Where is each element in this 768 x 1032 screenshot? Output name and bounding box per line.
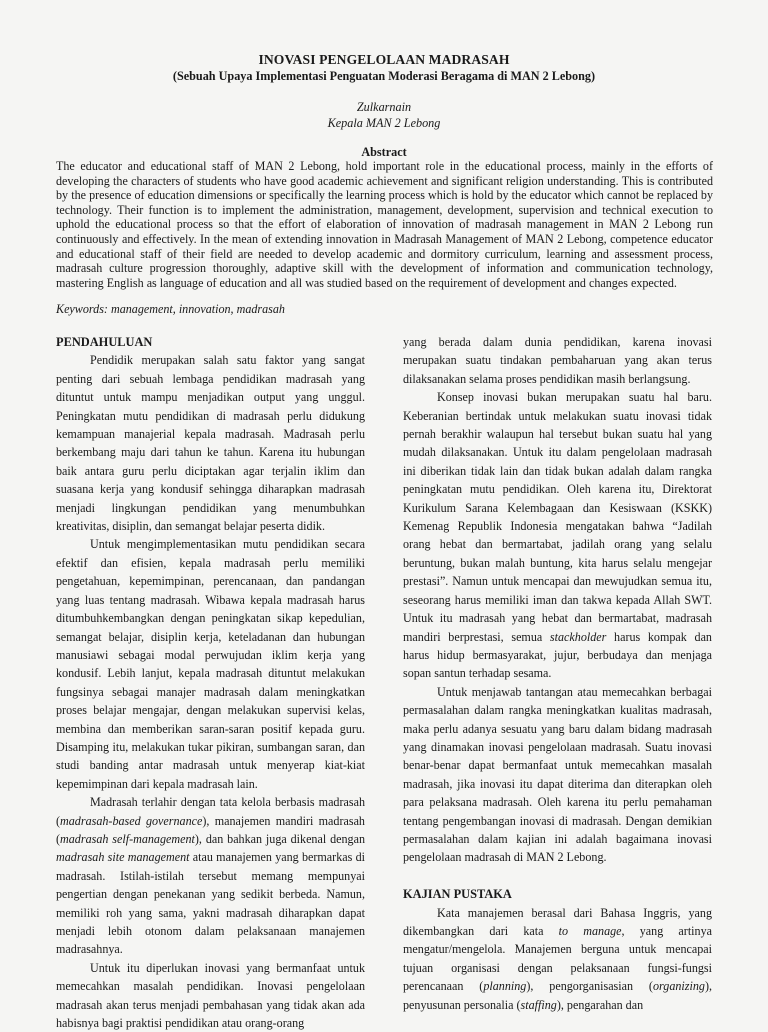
abstract-heading: Abstract [361,145,407,159]
text-run: ), manajemen mandiri madrasah ( [56,813,365,846]
paragraph: yang berada dalam dunia pendidikan, karena inovasi merupakan suatu tindakan pembaharuan yang akan terus dilaksanakan selama proses pendidikan masih berlangsung. [403,335,712,386]
italic-term: staffing [520,997,557,1012]
text-run: Kata manajemen berasal dari Bahasa Inggris, yang dikembangkan dari kata [403,905,712,938]
text-run: atau manajemen yang bermarkas di madrasah. Istilah-istilah tersebut memang mempunyai pengertian dengan penekanan yang sedikit berbeda. Namun, memiliki roh yang sama, yakni madrasah diharapkan dapat menjadi lebih otonom dalam pelaksanaan manajemen madrasahnya. [56,850,365,957]
paragraph: Pendidik merupakan salah satu faktor yang sangat penting dari sebuah lembaga pendidikan madrasah yang dituntut untuk mampu menjadikan output yang unggul. Peningkatan mutu pendidikan di madrasah perlu didukung kemampuan manajerial kepala madrasah. Madrasah perlu berkembang maju dari tahun ke tahun. Karena itu hubungan baik antara guru perlu diciptakan agar terjalin iklim dan suasana kerja yang kondusif sehingga diharapkan madrasah menjadi lingkungan pendidikan yang menumbuhkan kreativitas, disiplin, dan semangat belajar peserta didik. [56,353,365,534]
left-column [56,333,365,1032]
text-run: Konsep inovasi bukan merupakan suatu hal baru. Keberanian bertindak untuk melakukan suatu inovasi tidak pernah berakhir walaupun hal tersebut bukan suatu hal yang mudah dilaksanakan. Untuk itu dalam pengelolaan madrasah ini diberikan tidak lain dan tidak bukan adalah dalam rangka peningkatan mutu pendidikan. Oleh karena itu, Direktorat Kurikulum Sarana Kelembagaan dan Kesiswaan (KSKK) Kemenag Republik Indonesia mengatakan bahwa “Jadilah orang hebat dan bermartabat, jadilah orang yang selalu beruntung, bukan malah buntung, kita harus selalu mengejar prestasi”. Namun untuk mencapai dan mewujudkan semua itu, seseorang harus memiliki iman dan takwa kepada Allah SWT. Untuk itu madrasah yang hebat dan bermartabat, madrasah mandiri berprestasi, semua [403,390,712,644]
paragraph: Untuk mengimplementasikan mutu pendidikan secara efektif dan efisien, kepala madrasah perlu memiliki pengetahuan, kepemimpinan, perencanaan, dan pandangan yang luas tentang madrasah. Wibawa kepala madrasah harus ditumbuhkembangkan dengan peningkatan sikap kepedulian, semangat belajar, disiplin kerja, keteladanan dan hubungan manusiawi sebagai modal perwujudan iklim kerja yang kondusif. Lebih lanjut, kepala madrasah dituntut melakukan fungsinya sebagai manajer madrasah dalam meningkatkan proses belajar mengajar, dengan melakukan supervisi kelas, membina dan memberikan saran-saran positif kepada guru. Disamping itu, melakukan tukar pikiran, sumbangan saran, dan studi banding antar madrasah untuk menyerap kiat-kiat kepemimpinan dari kepala madrasah lain. [56,537,365,791]
section-heading-pendahuluan: PENDAHULUAN [56,335,153,349]
text-run: Madrasah terlahir dengan tata kelola berbasis madrasah ( [56,795,365,828]
keywords: Keywords: management, innovation, madrasah [56,302,285,316]
paragraph [56,793,365,959]
paragraph [403,388,712,683]
text-run: ), penyusunan personalia ( [403,979,712,1012]
italic-term: stackholder [549,629,607,644]
paper-subtitle: (Sebuah Upaya Implementasi Penguatan Moderasi Beragama di MAN 2 Lebong) [172,69,596,83]
text-run: ), dan bahkan juga dikenal dengan [194,831,365,846]
italic-term: organizing [652,979,705,994]
italic-term: to manage [558,923,622,938]
author-position: Kepala MAN 2 Lebong [327,116,441,130]
section-heading-kajian-pustaka: KAJIAN PUSTAKA [403,887,512,902]
italic-term: madrasah self-management [60,831,195,846]
paragraph: Untuk menjawab tantangan atau memecahkan berbagai permasalahan dalam rangka meningkatkan kualitas madrasah, maka perlu adanya sesuatu yang baru dalam bidang madrasah yang dinamakan inovasi pengelolaan madrasah. Suatu inovasi benar-benar dapat bermanfaat untuk memecahkan masalah madrasah, jika inovasi itu dapat diterima dan diterapkan oleh para pelaksana madrasah. Oleh karena itu perlu pemahaman tentang pengembangan inovasi di madrasah. Dengan demikian permasalahan dalam kajian ini adalah bagaimana inovasi pengelolaan madrasah di MAN 2 Lebong. [403,684,712,865]
italic-term: madrasah site management [56,850,190,865]
right-column [403,333,712,1014]
italic-term: planning [483,979,527,994]
italic-term: madrasah-based governance [60,813,203,828]
text-run: ), pengarahan dan [556,997,644,1012]
text-run: ), pengorganisasian ( [526,979,653,994]
paragraph: Untuk itu diperlukan inovasi yang bermanfaat untuk memecahkan masalah pendidikan. Inovasi pengelolaan madrasah akan terus menjadi pembahasan yang tidak akan ada habisnya bagi praktisi pendidikan atau orang-orang [56,960,365,1031]
abstract-text: The educator and educational staff of MAN 2 Lebong, hold important role in the educational process, mainly in the efforts of developing the characters of students who have good academic achievement and significant religion understanding. This is contributed by the presence of education dimensions or specifically the learning process which is hold by the educator which cannot be replaced by technology. Their function is to implement the administration, management, development, supervision and technical execution to uphold the educational process so that the effort of elaboration of innovation of madrasah management in MAN 2 Lebong run continuously and effectively. In the mean of extending innovation in Madrasah Management of MAN 2 Lebong, competence educator and educational staff of their field are needed to develop academic and dormitory curriculum, learning and assessment process, madrasah culture progression thoroughly, adaptive skill with the development of information and communication technology, mastering English as language of education and all was studied based on the requirement of development and changes expected. [56,159,713,290]
author-name: Zulkarnain [356,100,412,114]
paper-title: INOVASI PENGELOLAAN MADRASAH [258,52,510,67]
section-spacer [403,867,712,885]
text-run: harus kompak dan harus hidup bermasyarakat, jujur, berbudaya dan menjaga sopan santun terhadap sesama. [403,629,712,681]
text-run: , yang artinya mengatur/mengelola. Manajemen berguna untuk mencapai tujuan organisasi dengan pelaksanaan fungsi-fungsi perencanaan ( [403,923,712,994]
paragraph [403,904,712,1014]
